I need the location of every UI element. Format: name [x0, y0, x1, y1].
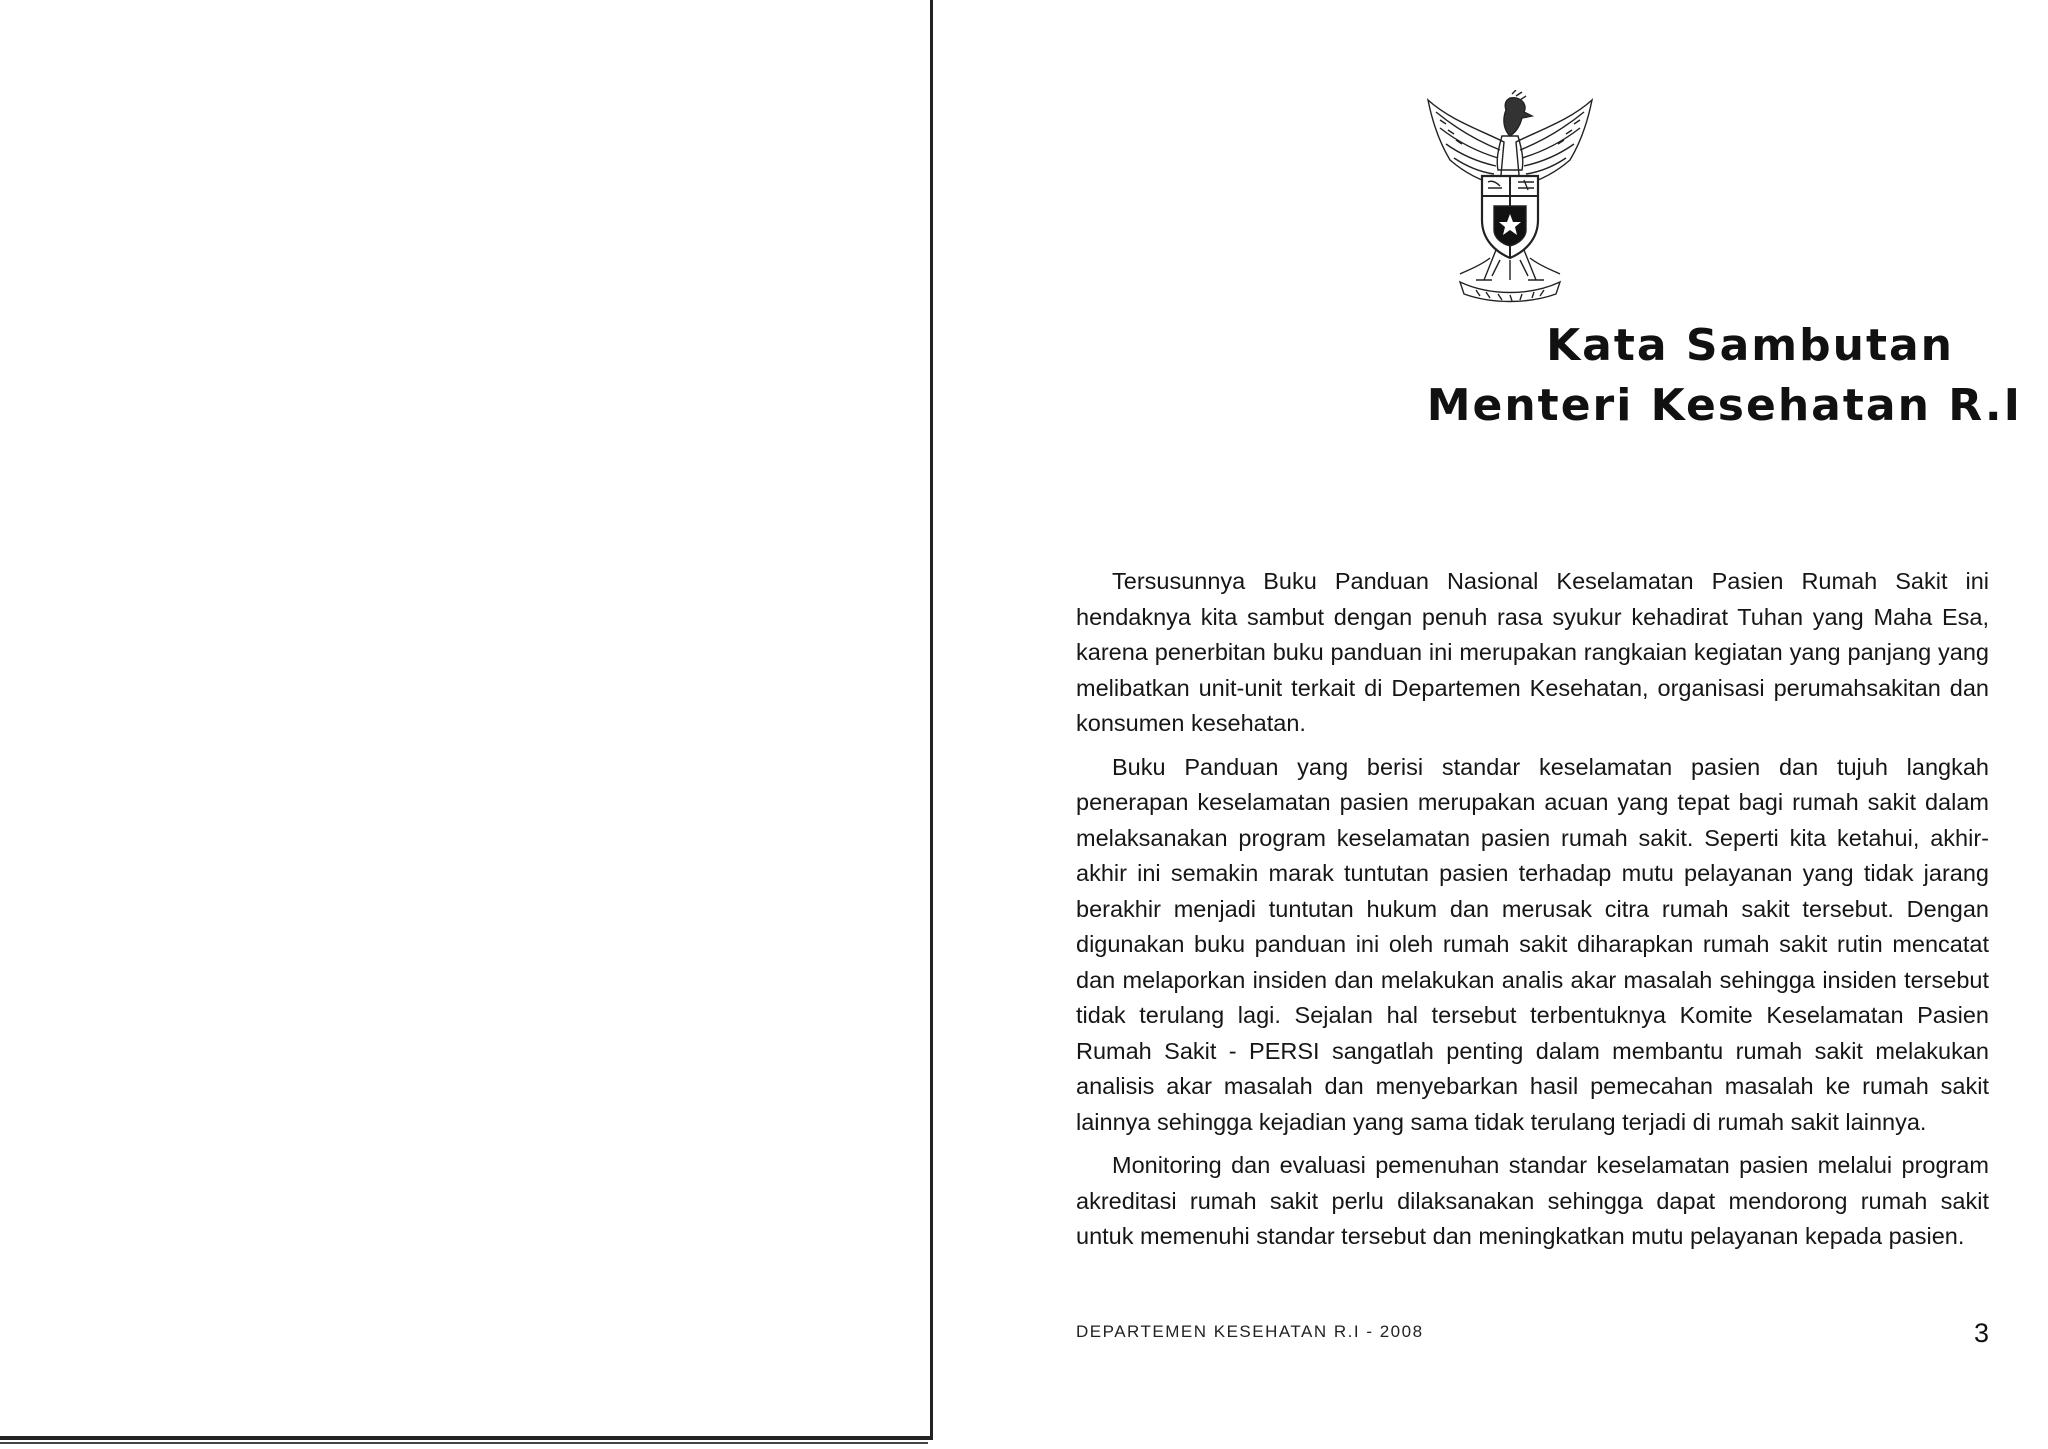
paragraph: Tersusunnya Buku Panduan Nasional Keselamatan Pasien Rumah Sakit ini hendaknya kita sambut dengan penuh rasa syukur kehadirat Tuhan yang Maha Esa, karena penerbitan buku panduan ini merupakan rangkaian kegiatan yang panjang yang melibatkan unit-unit terkait di Departemen Kesehatan, organisasi perumahsakitan dan konsumen kesehatan.: [1076, 568, 1989, 736]
footer-publisher: DEPARTEMEN KESEHATAN R.I - 2008: [1076, 1322, 1424, 1341]
paragraph: Buku Panduan yang berisi standar keselamatan pasien dan tujuh langkah penerapan keselamatan pasien merupakan acuan yang tepat bagi rumah sakit dalam melaksanakan program keselamatan pasien rumah sakit. Seperti kita ketahui, akhir-akhir ini semakin marak tuntutan pasien terhadap mutu pelayanan yang tidak jarang berakhir menjadi tuntutan hukum dan merusak citra rumah sakit tersebut. Dengan digunakan buku panduan ini oleh rumah sakit diharapkan rumah sakit rutin mencatat dan melaporkan insiden dan melakukan analis akar masalah sehingga insiden tersebut tidak terulang lagi. Sejalan hal tersebut terbentuknya Komite Keselamatan Pasien Rumah Sakit - PERSI sangatlah penting dalam membantu rumah sakit melakukan analisis akar masalah dan menyebarkan hasil pemecahan masalah ke rumah sakit lainnya sehingga kejadian yang sama tidak terulang terjadi di rumah sakit lainnya.: [1076, 753, 1989, 1135]
paragraph: Monitoring dan evaluasi pemenuhan standar keselamatan pasien melalui program akreditasi rumah sakit perlu dilaksanakan sehingga dapat mendorong rumah sakit untuk memenuhi standar tersebut dan meningkatkan mutu pelayanan kepada pasien.: [1076, 1152, 1989, 1249]
title-line-1: Kata Sambutan: [1546, 320, 1954, 371]
page-edge-line: [0, 1442, 928, 1444]
blank-left-page: [0, 0, 933, 1440]
page-footer: [1076, 1318, 1989, 1354]
garuda-emblem-icon: [1420, 90, 1600, 310]
right-page: [940, 0, 2048, 1449]
page-number: 3: [1973, 1318, 1989, 1348]
body-text: [1076, 564, 1989, 1263]
page-title: [940, 316, 2022, 436]
title-line-2: Menteri Kesehatan R.I: [1426, 380, 2022, 431]
